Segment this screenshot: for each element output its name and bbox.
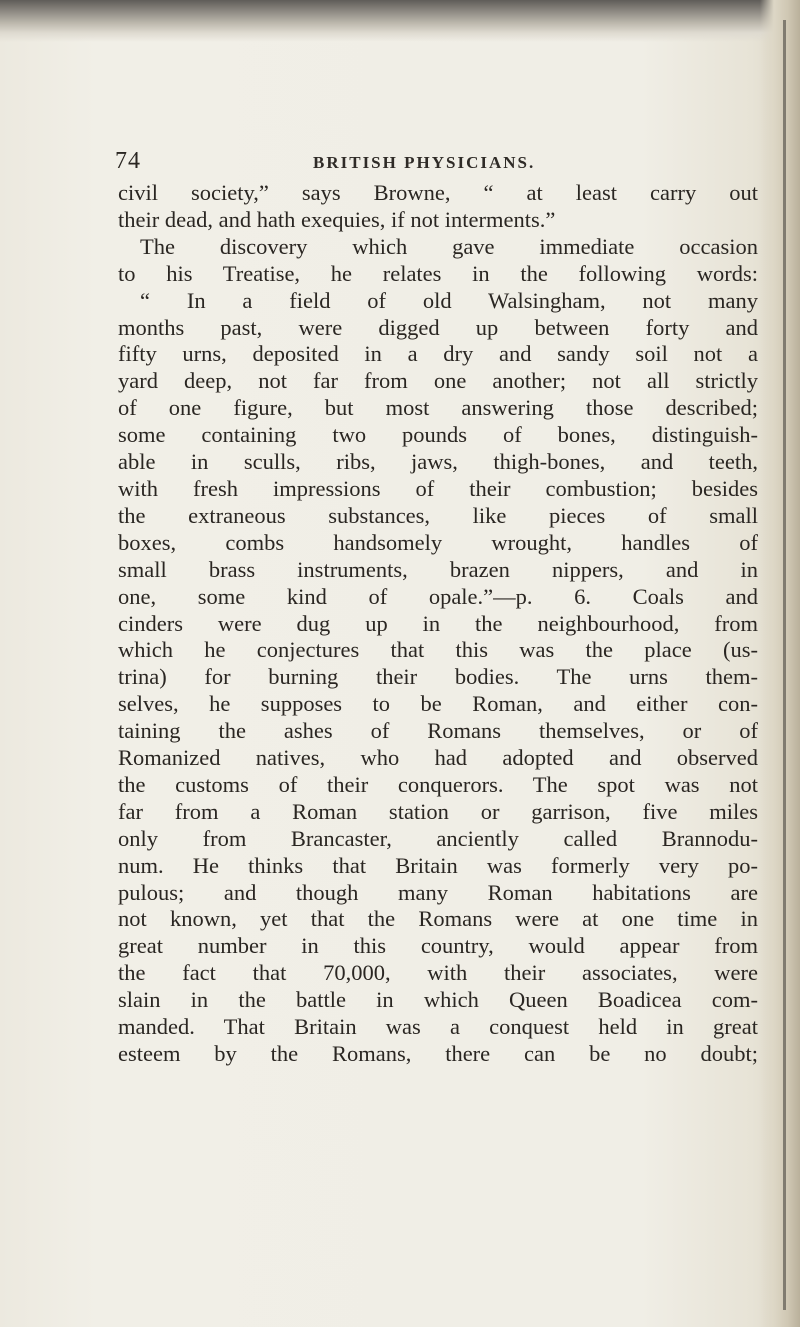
text-line: great number in this country, would appear from (118, 933, 758, 959)
text-line: months past, were digged up between forty and (118, 314, 758, 340)
text-line: able in sculls, ribs, jaws, thigh-bones, and teeth, (118, 449, 758, 475)
text-line: The discovery which gave immediate occasion (140, 233, 758, 259)
page-fore-edge (760, 0, 800, 1327)
text-line: taining the ashes of Romans themselves, or of (118, 718, 758, 744)
text-line: fifty urns, deposited in a dry and sandy soil not a (118, 341, 758, 367)
text-line: boxes, combs handsomely wrought, handles of (118, 529, 758, 555)
text-line: of one figure, but most answering those described; (118, 395, 758, 421)
text-line: only from Brancaster, anciently called Brannodu- (118, 825, 758, 851)
text-line: trina) for burning their bodies. The urns them- (118, 664, 758, 690)
page-top-shadow (0, 0, 800, 42)
page-header (115, 148, 775, 178)
text-line: not known, yet that the Romans were at one time in (118, 906, 758, 932)
text-line: the fact that 70,000, with their associates, were (118, 960, 758, 986)
text-line: the extraneous substances, like pieces of small (118, 502, 758, 528)
text-line: one, some kind of opale.”—p. 6. Coals and (118, 583, 758, 609)
text-line: manded. That Britain was a conquest held in great (118, 1014, 758, 1040)
text-line: with fresh impressions of their combustion; besides (118, 475, 758, 501)
text-line: their dead, and hath exequies, if not interments.” (118, 206, 556, 232)
text-line: esteem by the Romans, there can be no doubt; (118, 1041, 758, 1066)
text-line: pulous; and though many Roman habitations are (118, 879, 758, 905)
text-line: small brass instruments, brazen nippers, and in (118, 556, 758, 582)
text-line: cinders were dug up in the neighbourhood, from (118, 610, 758, 636)
text-line: slain in the battle in which Queen Boadicea com- (118, 987, 758, 1013)
text-line: civil society,” says Browne, “ at least carry out (118, 180, 758, 205)
text-line: “ In a field of old Walsingham, not many (140, 287, 758, 313)
page-number: 74 (115, 148, 141, 174)
running-head: BRITISH PHYSICIANS. (313, 153, 536, 172)
text-line: selves, he supposes to be Roman, and either con- (118, 691, 758, 717)
text-line: num. He thinks that Britain was formerly very po- (118, 852, 758, 878)
body-text (118, 180, 758, 1068)
text-line: yard deep, not far from one another; not all strictly (118, 368, 758, 394)
text-line: which he conjectures that this was the place (us- (118, 637, 758, 663)
binding-edge-line (783, 20, 786, 1310)
text-line: some containing two pounds of bones, distinguish- (118, 422, 758, 448)
text-line: to his Treatise, he relates in the following words: (118, 260, 758, 286)
text-line: far from a Roman station or garrison, five miles (118, 798, 758, 824)
text-line: the customs of their conquerors. The spot was not (118, 771, 758, 797)
text-line: Romanized natives, who had adopted and observed (118, 745, 758, 771)
